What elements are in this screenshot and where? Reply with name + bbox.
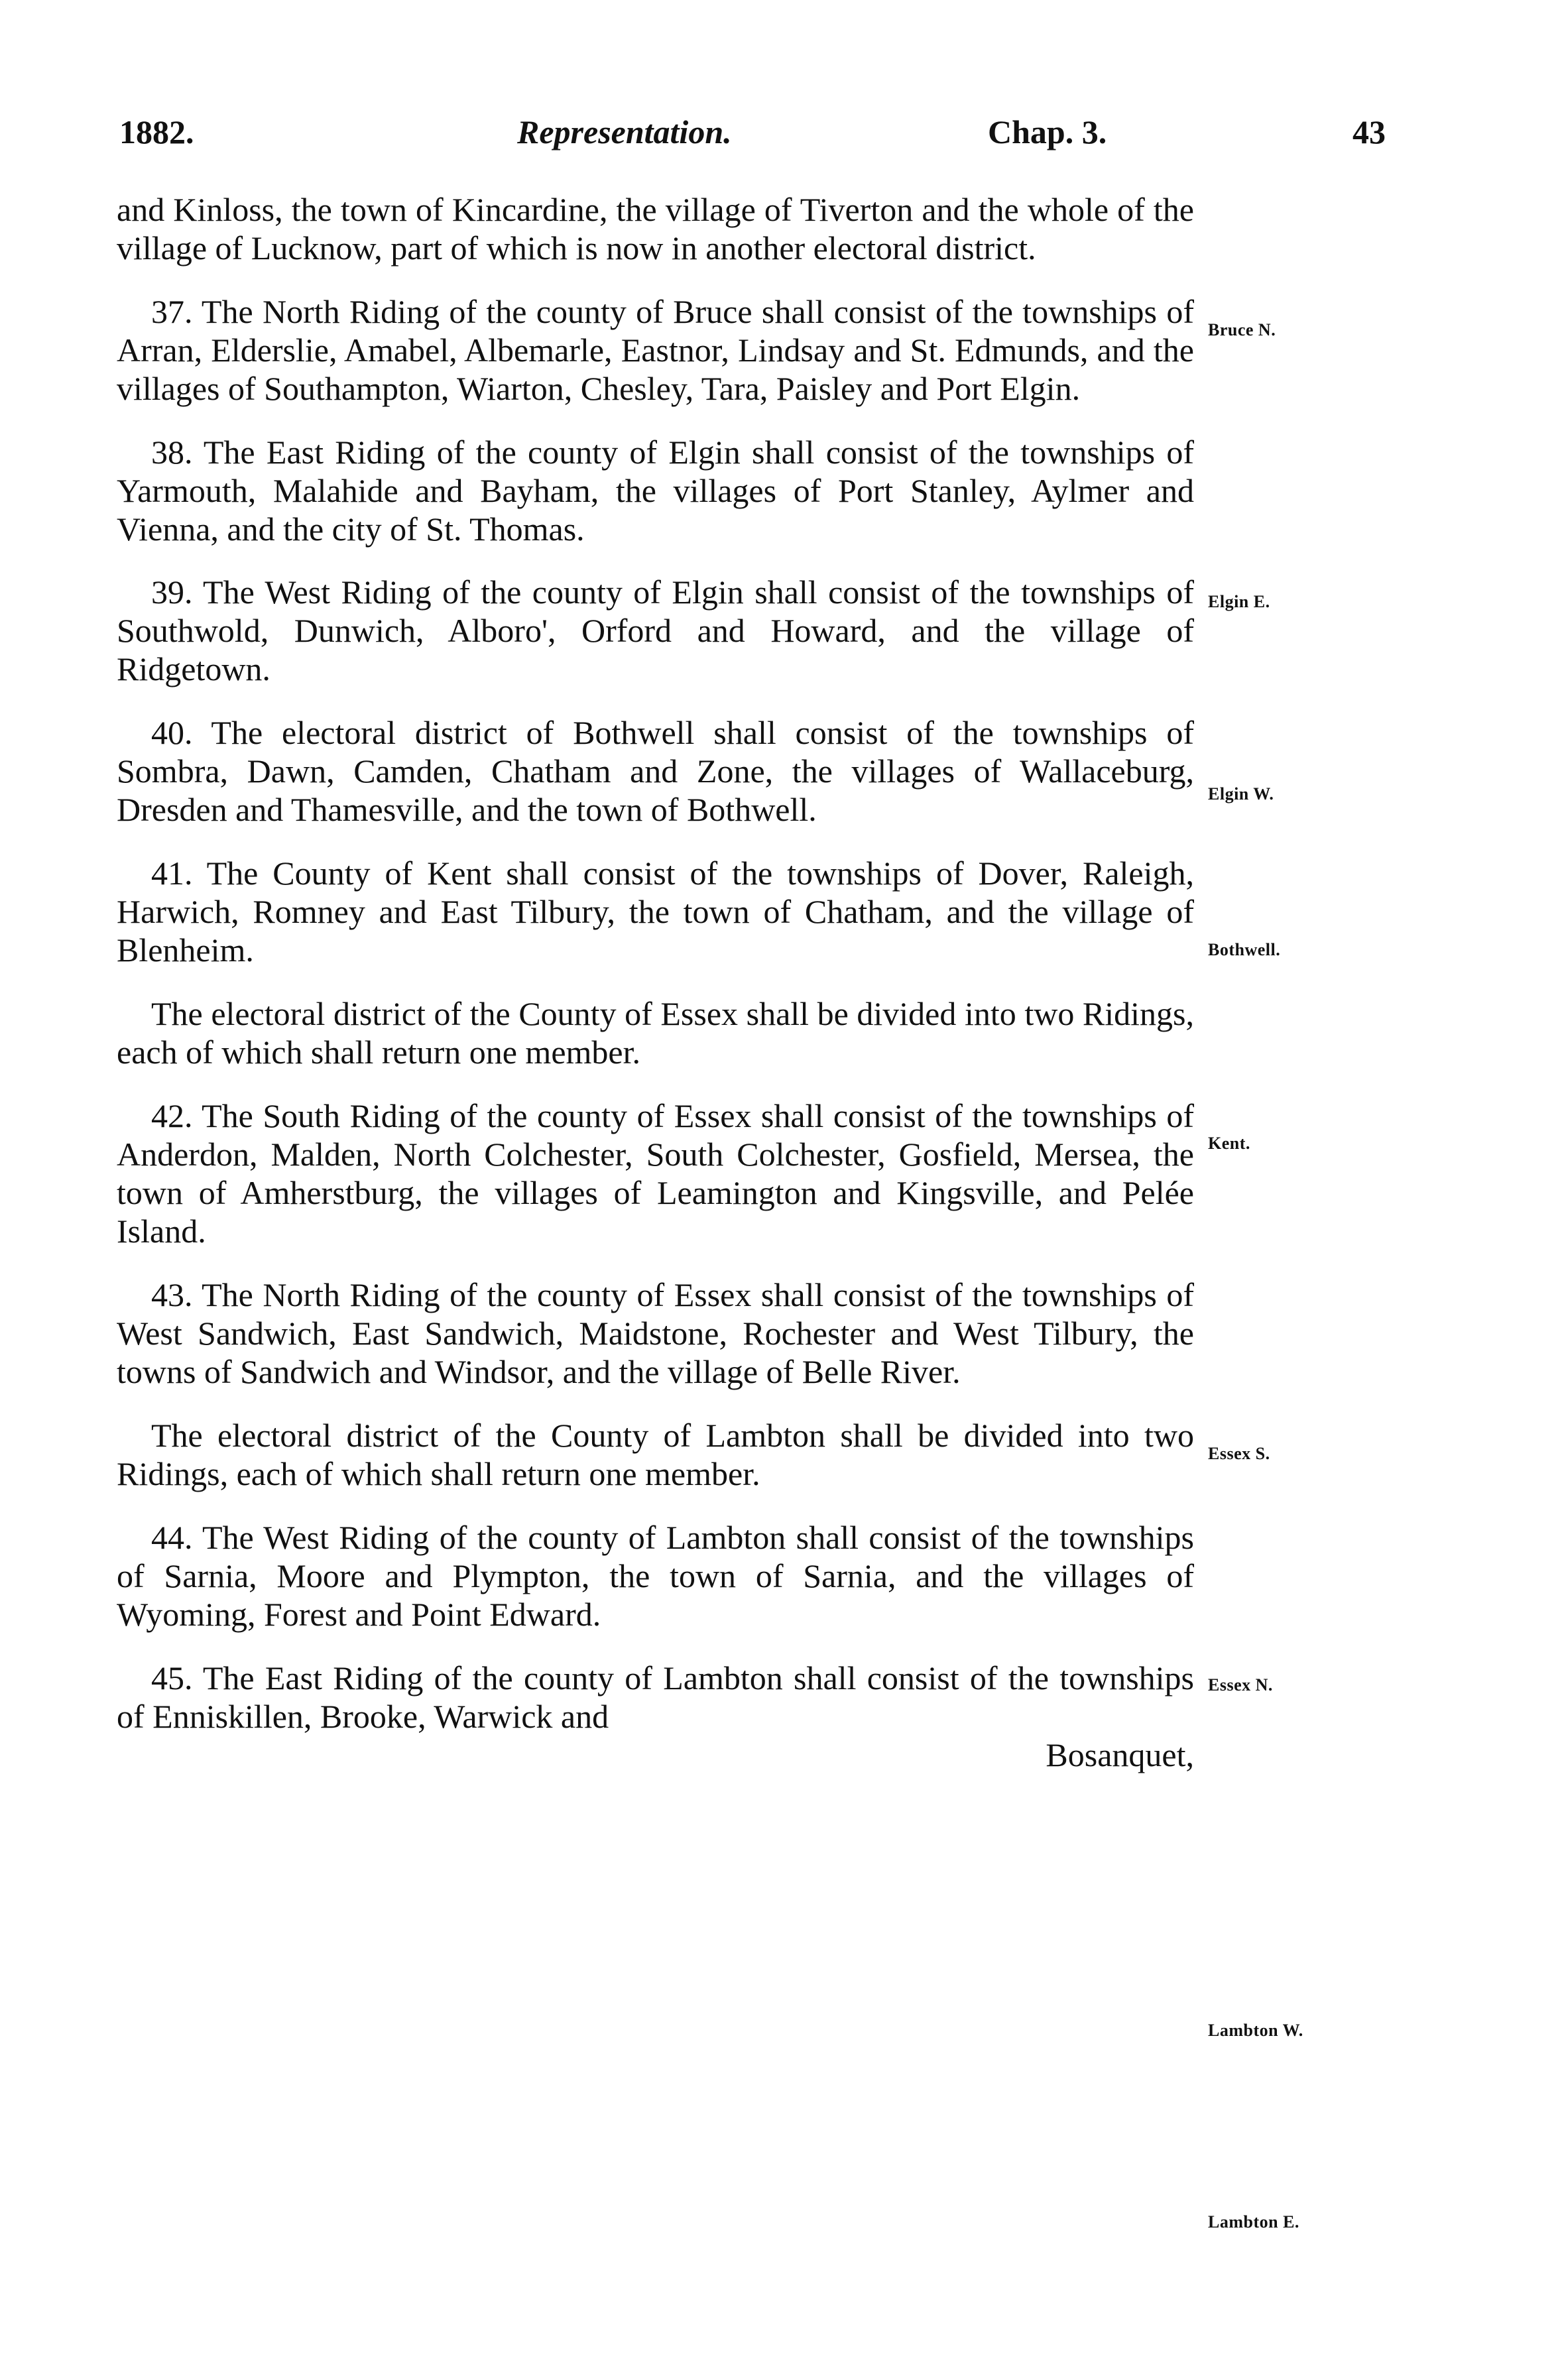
section-38: 38. The East Riding of the county of Elgin shall consist of the townships of Yarmouth, Malahide and Bayham, the villages of Port Stanley, Aylmer and Vienna, and the city of St. Thomas. bbox=[117, 434, 1194, 548]
section-43: 43. The North Riding of the county of Essex shall consist of the townships of West Sandwich, East Sandwich, Maidstone, Rochester and West Tilbury, the towns of Sandwich and Windsor, and the village of Belle River. bbox=[117, 1276, 1194, 1390]
lambton-intro-paragraph: The electoral district of the County of Lambton shall be divided into two Ridings, each of which shall return one member. bbox=[117, 1417, 1194, 1492]
section-42: 42. The South Riding of the county of Essex shall consist of the townships of Anderdon, Malden, North Colchester, South Colchester, Gosfield, Mersea, the town of Amherstburg, the villages of Leamington and Kingsville, and Pelée Island. bbox=[117, 1097, 1194, 1250]
section-45-last-line: Bosanquet, bbox=[1046, 1736, 1194, 1773]
section-40: 40. The electoral district of Bothwell shall consist of the townships of Sombra, Dawn, Camden, Chatham and Zone, the villages of Wallaceburg, Dresden and Thamesville, and the town of Bothwell. bbox=[117, 714, 1194, 828]
essex-intro-paragraph: The electoral district of the County of Essex shall be divided into two Ridings, each of which shall return one member. bbox=[117, 995, 1194, 1071]
section-45-text: 45. The East Riding of the county of Lambton shall consist of the townships of Enniskillen, Brooke, Warwick and bbox=[117, 1659, 1194, 1735]
section-41: 41. The County of Kent shall consist of the townships of Dover, Raleigh, Harwich, Romney and East Tilbury, the town of Chatham, and the village of Blenheim. bbox=[117, 855, 1194, 969]
section-39: 39. The West Riding of the county of Elgin shall consist of the townships of Southwold, Dunwich, Alboro', Orford and Howard, and the village of Ridgetown. bbox=[117, 573, 1194, 687]
margin-note-lambton-w: Lambton W. bbox=[1208, 2021, 1303, 2040]
header-year: 1882. bbox=[119, 113, 194, 150]
page-header bbox=[119, 113, 1386, 166]
section-37: 37. The North Riding of the county of Bruce shall consist of the townships of Arran, Elderslie, Amabel, Albemarle, Eastnor, Lindsay and St. Edmunds, and the villages of Southampton, Wiarton, Chesley, Tara, Paisley and Port Elgin. bbox=[117, 293, 1194, 407]
margin-note-elgin-e: Elgin E. bbox=[1208, 592, 1270, 611]
margin-note-essex-n: Essex N. bbox=[1208, 1675, 1273, 1695]
page-body bbox=[117, 190, 1194, 1774]
margin-note-lambton-e: Lambton E. bbox=[1208, 2212, 1299, 2231]
margin-note-elgin-w: Elgin W. bbox=[1208, 784, 1274, 803]
header-title: Representation. bbox=[517, 113, 732, 150]
margin-note-essex-s: Essex S. bbox=[1208, 1444, 1270, 1463]
header-chapter: Chap. 3. bbox=[988, 113, 1107, 150]
margin-note-bothwell: Bothwell. bbox=[1208, 940, 1281, 959]
section-45 bbox=[117, 1659, 1194, 1774]
margin-note-bruce-n: Bruce N. bbox=[1208, 320, 1276, 339]
margin-note-kent: Kent. bbox=[1208, 1134, 1250, 1153]
page-number: 43 bbox=[1352, 113, 1386, 150]
section-44: 44. The West Riding of the county of Lambton shall consist of the townships of Sarnia, Moore and Plympton, the town of Sarnia, and the villages of Wyoming, Forest and Point Edward. bbox=[117, 1519, 1194, 1633]
paragraph-continuation: and Kinloss, the town of Kincardine, the village of Tiverton and the whole of the village of Lucknow, part of which is now in another electoral district. bbox=[117, 191, 1194, 267]
